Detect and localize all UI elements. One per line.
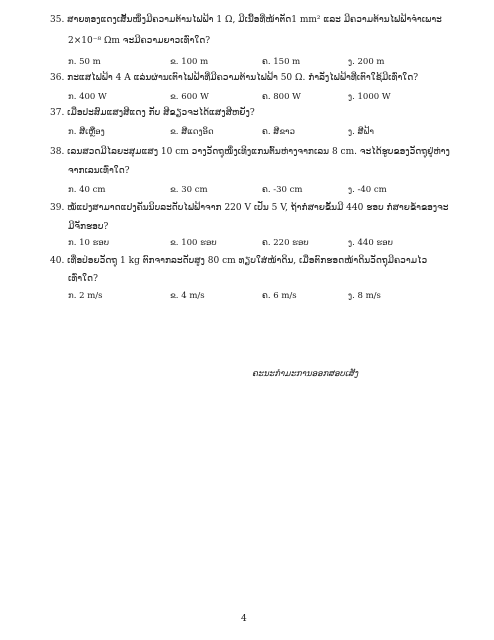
question-40-text-cont: ເທົ່າໃດ? (68, 274, 98, 284)
question-40-option-b: ຂ. 4 m/s (170, 291, 205, 301)
question-36-option-b: ຂ. 600 W (170, 92, 209, 102)
question-35-text-cont: 2×10⁻⁸ Ωm ຈະມີຄວາມຍາວເທົ່າໃດ? (68, 36, 211, 46)
question-37-option-d: ງ. ສີຟ້າ (348, 127, 374, 137)
question-39-option-c: ຄ. 220 ຮອບ (262, 238, 309, 248)
exam-committee-note: ຄະນະກຳມະການອອກສອບເສັງ (252, 369, 359, 379)
question-35-option-b: ຂ. 100 m (170, 57, 209, 67)
question-37-option-c: ຄ. ສີຂາວ (262, 127, 295, 137)
question-38-text-cont: ຈາກເລນເທົ່າໃດ? (68, 166, 130, 176)
question-40-option-a: ກ. 2 m/s (68, 291, 103, 301)
question-35-option-c: ຄ. 150 m (262, 57, 301, 67)
question-38-option-c: ຄ. -30 cm (262, 185, 303, 195)
question-40-option-c: ຄ. 6 m/s (262, 291, 297, 301)
question-40-text: 40. ເທື່ອປ່ອຍວັດຖຸ 1 kg ຕົກຈາກລະດັບສູງ 80 cm ທຽບໃສ່ໜ້າດິນ, ເມື່ອຕົກຮອດໜ້າດິນວັດຖຸມີຄວາມໄວ (50, 256, 428, 266)
question-37-option-b: ຂ. ສີແດງອິດ (170, 127, 214, 137)
question-39-text-cont: ມີຈັກຮອບ? (68, 222, 109, 232)
question-36-option-a: ກ. 400 W (68, 92, 107, 102)
question-37-text: 37. ເມື່ອປະສົມແສງສີແດງ ກັບ ສີຂຽວຈະໄດ້ແສງສີຫຍັງ? (50, 108, 255, 118)
question-35-option-a: ກ. 50 m (68, 57, 101, 67)
question-36-text: 36. ກະແສໄຟຟ້າ 4 A ແລ່ນຜ່ານເຕົາໄຟຟ້າທີ່ມີຄວາມຕ້ານໄຟຟ້າ 50 Ω. ກຳລັງໄຟຟ້າທີ່ເຕົາໃຊ້ມີເທົ່າໃດ? (50, 73, 419, 83)
question-38-option-d: ງ. -40 cm (348, 185, 387, 195)
question-35-text: 35. ສາຍທອງແດງເສັ້ນໜຶ່ງມີຄວາມຕ້ານໄຟຟ້າ 1 Ω, ມີເນື້ອທີ່ໜ້າຕັດ1 mm² ແລະ ມີຄວາມຕ້ານໄຟຟ້າຈຳເພາະ (50, 15, 442, 25)
question-39-option-d: ງ. 440 ຮອບ (348, 238, 393, 248)
question-36-option-c: ຄ. 800 W (262, 92, 301, 102)
question-38-option-b: ຂ. 30 cm (170, 185, 208, 195)
question-39-option-a: ກ. 10 ຮອບ (68, 238, 110, 248)
question-38-option-a: ກ. 40 cm (68, 185, 106, 195)
question-37-option-a: ກ. ສີເຫຼືອງ (68, 127, 105, 137)
question-38-text: 38. ເລນສວດມີໄລຍະສຸມແສງ 10 cm ວາງວັດຖຸໜຶ່ງເທິງແກນຕົ້ນຫ່າງຈາກເລນ 8 cm. ຈະໄດ້ຮູບຂອງວັດຖຸຢູ່ຫ່າງ (50, 147, 450, 157)
question-36-option-d: ງ. 1000 W (348, 92, 391, 102)
question-35-option-d: ງ. 200 m (348, 57, 385, 67)
question-39-text: 39. ໝໍ້ແປງສາມາດແປງຄັນນິບລະດັບໄຟຟ້າຈາກ 220 V ເປັນ 5 V, ຖ້າກໍ່ສາຍຂັ້ນມີ 440 ຮອບ ກໍ່ສາຍຂໍ້າຂອງຈະ (50, 203, 449, 213)
question-40-option-d: ງ. 8 m/s (348, 291, 381, 301)
question-39-option-b: ຂ. 100 ຮອບ (170, 238, 217, 248)
page-number: 4 (241, 614, 247, 624)
